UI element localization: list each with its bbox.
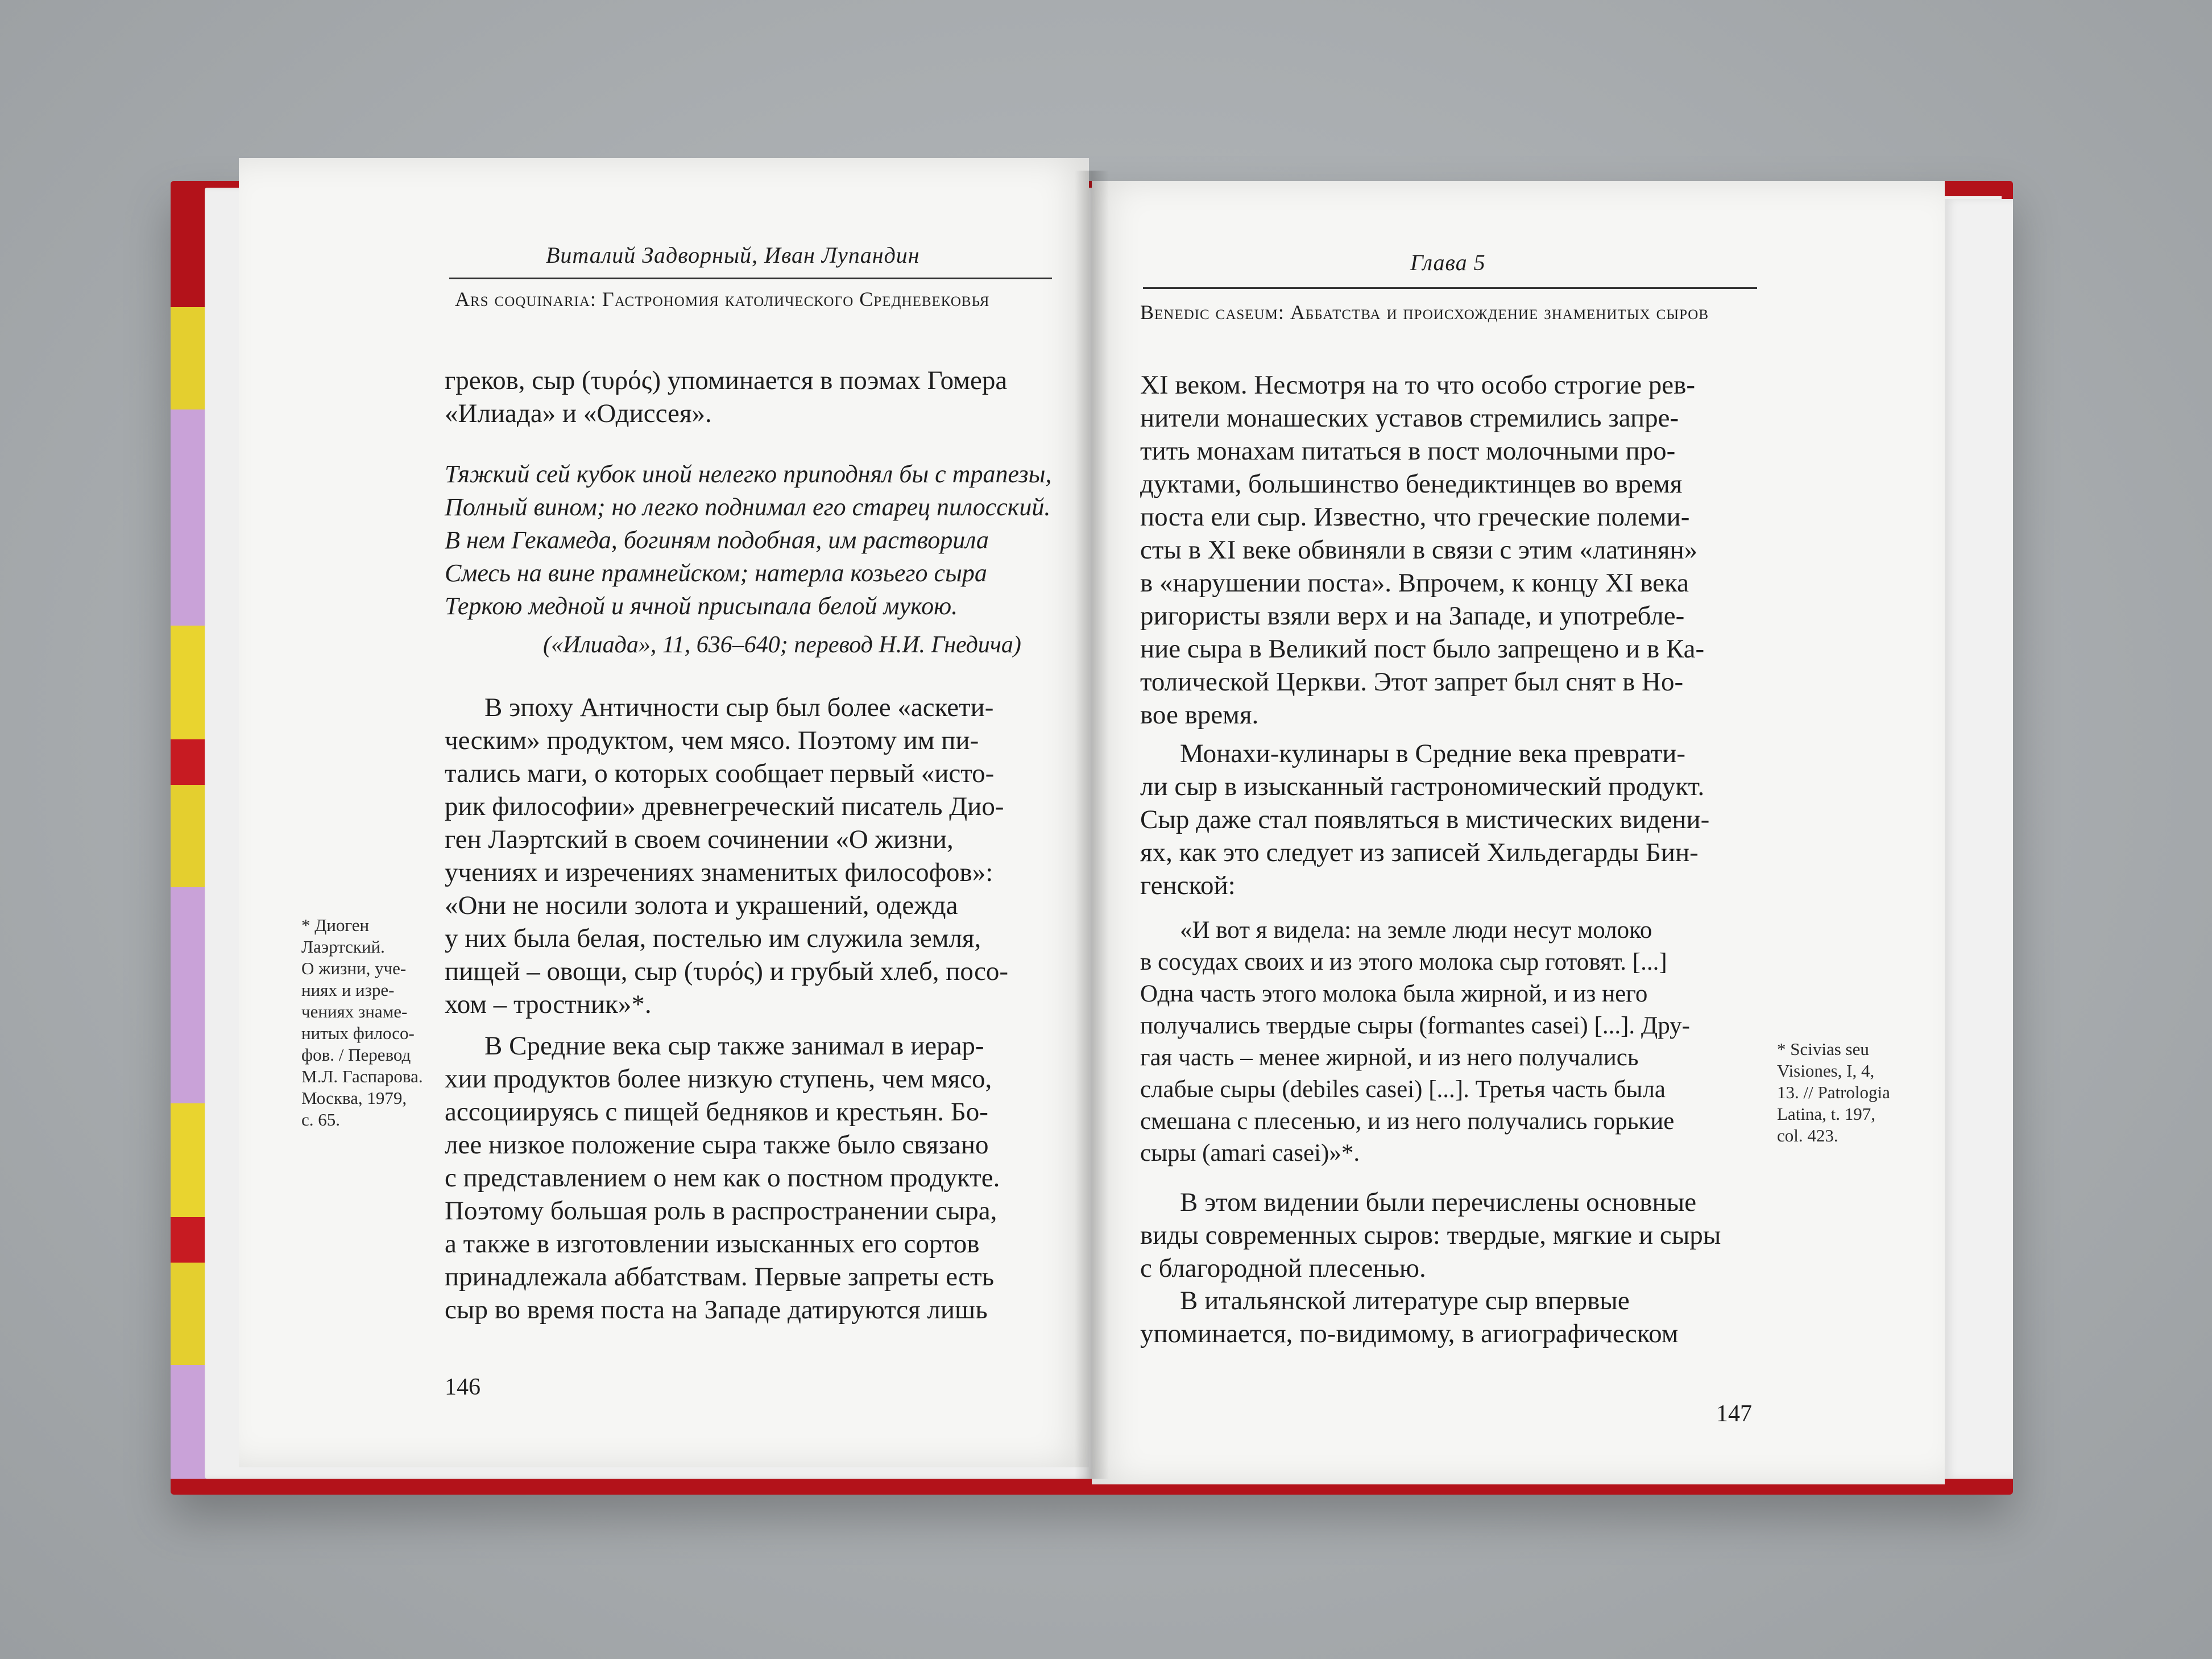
paragraph-11th-century [1140,369,1766,731]
text-line: Сыр даже стал появляться в мистических видени- [1140,805,1710,834]
footnote-line: 13. // Patrologia [1777,1082,1890,1102]
quote-line: сыры (amari casei)»*. [1140,1140,1360,1166]
paragraph-italian [1140,1284,1766,1350]
spine-shadow [1075,171,1109,1479]
text-line: поста ели сыр. Известно, что греческие полеми- [1140,502,1690,532]
text-line: а также в изготовлении изысканных его сортов [445,1229,980,1259]
text-line: с благородной плесенью. [1140,1253,1426,1283]
header-rule [1143,287,1757,289]
paragraph-antiquity [445,691,1070,1021]
text-line: В Средние века сыр также занимал в иерар- [484,1031,984,1061]
paragraph-middle-ages [445,1029,1070,1326]
verse-line: Смесь на вине прамнейском; натерла козьего сыра [445,559,987,587]
running-head-chapter: Глава 5 [1410,250,1486,275]
text-line: В этом видении были перечислены основные [1180,1188,1697,1217]
quote-hildegard [1140,915,1766,1169]
text-line: учениях и изречениях знаменитых философов»: [445,858,993,887]
text-line: ригористы взяли верх и на Западе, и употребле- [1140,601,1685,631]
right-page-edge [1945,199,2013,1479]
footnote-line: Лаэртский. [301,937,385,957]
footnote-line: * Scivias seu [1777,1039,1869,1059]
text-line: ген Лаэртский в своем сочинении «О жизни, [445,825,954,854]
text-line: толической Церкви. Этот запрет был снят в Но- [1140,667,1684,697]
footnote-line: col. 423. [1777,1126,1838,1145]
footnote-right [1777,1039,1908,1147]
quote-line: гая часть – менее жирной, и из него получались [1140,1044,1639,1071]
text-line: рик философии» древнегреческий писатель Дио- [445,792,1004,821]
text-line: «Илиада» и «Одиссея». [445,399,712,428]
footnote-line: Latina, t. 197, [1777,1104,1876,1124]
footnote-line: М.Л. Гаспарова. [301,1066,423,1086]
text-line: хом – тростник»*. [445,990,652,1019]
text-line: В эпоху Античности сыр был более «аскети- [484,693,994,722]
text-line: в «нарушении поста». Впрочем, к концу XI века [1140,568,1689,598]
text-line: ассоциируясь с пищей бедняков и крестьян. Бо- [445,1097,988,1127]
footnote-line: с. 65. [301,1110,341,1130]
text-line: Поэтому большая роль в распространении сыра, [445,1196,997,1226]
text-line: В итальянской литературе сыр впервые [1180,1286,1630,1315]
intro-text [445,364,1070,430]
running-head-subtitle: Ars coquinaria: Гастрономия католического Средневековья [455,288,990,311]
verse-line: В нем Гекамеда, богиням подобная, им растворила [445,526,989,554]
text-line: сты в XI веке обвиняли в связи с этим «латинян» [1140,535,1698,565]
text-line: Монахи-кулинары в Средние века преврати- [1180,739,1686,768]
footnote-line: нитых филосо- [301,1023,415,1043]
text-line: «Они не носили золота и украшений, одежда [445,891,958,920]
quote-line: Одна часть этого молока была жирной, и из него [1140,980,1648,1007]
text-line: XI веком. Несмотря на то что особо строгие рев- [1140,370,1696,400]
text-line: ях, как это следует из записей Хильдегарды Бин- [1140,838,1699,867]
text-line: ние сыра в Великий пост было запрещено и в Ка- [1140,634,1705,664]
paragraph-monks [1140,737,1766,902]
text-line: ли сыр в изысканный гастрономический продукт. [1140,772,1705,801]
running-head-author: Виталий Задворный, Иван Лупандин [546,242,920,268]
footnote-line: чениях знаме- [301,1002,408,1021]
text-line: у них была белая, постелью им служила земля, [445,924,981,953]
quote-line: смешана с плесенью, и из него получались горькие [1140,1108,1675,1135]
footnote-line: О жизни, уче- [301,958,407,978]
text-line: ческим» продуктом, чем мясо. Поэтому им пи- [445,726,979,755]
footnote-line: фов. / Перевод [301,1045,411,1065]
quote-line: получались твердые сыры (formantes casei) [...]. Дру- [1140,1012,1690,1039]
header-rule [449,278,1052,279]
footnote-left [301,915,438,1131]
verse-line: Теркою медной и ячной присыпала белой мукою. [445,592,958,620]
verse-source: («Илиада», 11, 636–640; перевод Н.И. Гнедича) [543,632,1021,658]
text-line: дуктами, большинство бенедиктинцев во время [1140,469,1683,499]
footnote-line: Москва, 1979, [301,1088,407,1108]
text-line: греков, сыр (τυρός) упоминается в поэмах Гомера [445,366,1008,395]
verse-line: Тяжкий сей кубок иной нелегко приподнял бы с трапезы, [445,460,1052,488]
text-line: вое время. [1140,700,1259,730]
text-line: виды современных сыров: твердые, мягкие и сыры [1140,1221,1721,1250]
page-number-left: 146 [445,1374,480,1400]
footnote-line: * Диоген [301,915,370,935]
quote-line: слабые сыры (debiles casei) [...]. Третья часть была [1140,1076,1666,1103]
footnote-line: ниях и изре- [301,980,395,1000]
text-line: упоминается, по-видимому, в агиографическом [1140,1319,1679,1348]
paragraph-vision [1140,1186,1766,1285]
footnote-line: Visiones, I, 4, [1777,1061,1875,1081]
text-line: нители монашеских уставов стремились запре- [1140,403,1679,433]
text-line: пищей – овощи, сыр (τυρός) и грубый хлеб, посо- [445,957,1009,986]
text-line: сыр во время поста на Западе датируются лишь [445,1295,988,1325]
text-line: лее низкое положение сыра также было связано [445,1130,989,1160]
verse-line: Полный вином; но легко поднимал его старец пилосский. [445,493,1051,521]
quote-line: в сосудах своих и из этого молока сыр готовят. [...] [1140,949,1667,975]
text-line: генской: [1140,871,1236,900]
text-line: с представлением о нем как о постном продукте. [445,1163,1000,1193]
verse-quote [445,458,1070,623]
text-line: хии продуктов более низкую ступень, чем мясо, [445,1064,992,1094]
text-line: тить монахам питаться в пост молочными про- [1140,436,1676,466]
text-line: тались маги, о которых сообщает первый «исто- [445,759,995,788]
quote-line: «И вот я видела: на земле люди несут молоко [1180,917,1652,944]
running-head-subtitle: Benedic caseum: Аббатства и происхождение знаменитых сыров [1140,301,1709,324]
page-number-right: 147 [1716,1401,1752,1427]
text-line: принадлежала аббатствам. Первые запреты есть [445,1262,995,1292]
